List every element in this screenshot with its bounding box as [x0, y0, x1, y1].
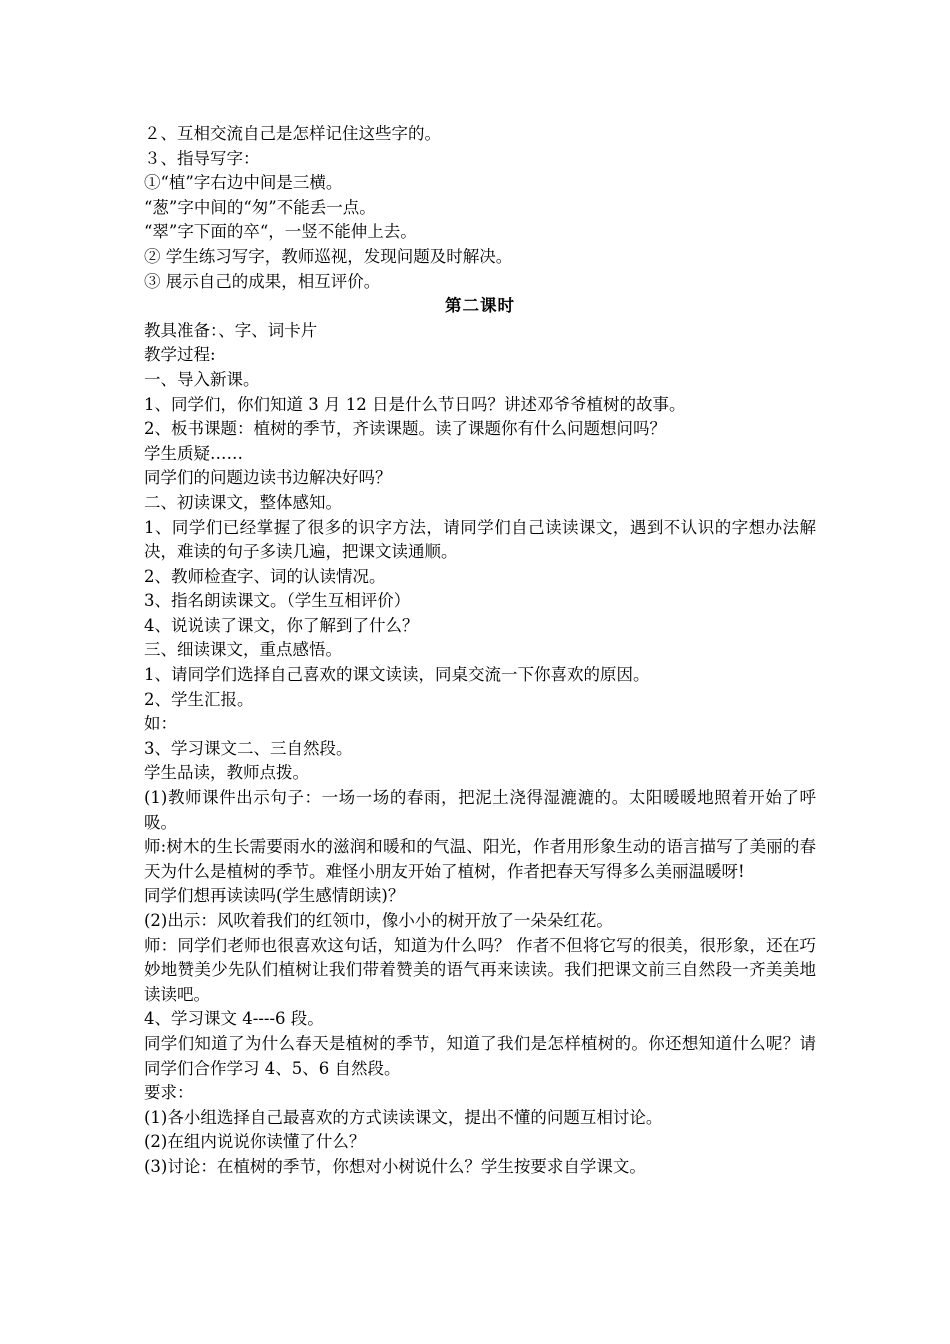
document-content [144, 122, 816, 1180]
body-paragraph: 同学们的问题边读书边解决好吗？ [144, 468, 392, 488]
body-paragraph: 同学们知道了为什么春天是植树的季节，知道了我们是怎样植树的。你还想知道什么呢？请同学们合作学习 4、5、6 自然段。 [144, 1033, 816, 1078]
body-paragraph: 一、导入新课。 [144, 369, 260, 389]
body-paragraph: 1、同学们已经掌握了很多的识字方法，请同学们自己读读课文，遇到不认识的字想办法解决，难读的句子多读几遍，把课文读通顺。 [144, 517, 816, 562]
body-paragraph: 2、学生汇报。 [144, 689, 254, 709]
body-paragraph: 4、学习课文 4----6 段。 [144, 1009, 324, 1029]
intro-line-7: ③ 展示自己的成果，相互评价。 [144, 271, 381, 291]
intro-line-5: “翠”字下面的卒“，一竖不能伸上去。 [144, 222, 417, 242]
body-paragraph: (3)讨论：在植树的季节，你想对小树说什么？学生按要求自学课文。 [144, 1156, 646, 1176]
body-paragraph: 二、初读课文，整体感知。 [144, 492, 342, 512]
body-paragraph: 三、细读课文，重点感悟。 [144, 640, 342, 660]
body-paragraph: 教具准备：、字、词卡片 [144, 320, 318, 340]
body-paragraph: 1、同学们，你们知道 3 月 12 日是什么节日吗？讲述邓爷爷植树的故事。 [144, 394, 686, 414]
intro-line-4: “葱”字中间的“匆”不能丢一点。 [144, 197, 376, 217]
body-paragraph: 4、说说读了课文，你了解到了什么？ [144, 615, 419, 635]
intro-line-3: ①“植”字右边中间是三横。 [144, 173, 343, 193]
body-paragraph: 1、请同学们选择自己喜欢的课文读读，同桌交流一下你喜欢的原因。 [144, 665, 650, 685]
body-paragraph: 师：同学们老师也很喜欢这句话，知道为什么吗？ 作者不但将它写的很美，很形象，还在巧妙地赞美少先队们植树让我们带着赞美的语气再来读读。我们把课文前三自然段一齐美美地读读吧。 [144, 935, 816, 1004]
intro-line-6: ② 学生练习写字，教师巡视，发现问题及时解决。 [144, 246, 513, 266]
body-paragraph: (2)在组内说说你读懂了什么？ [144, 1132, 366, 1152]
body-paragraph: (1)教师课件出示句子：一场一场的春雨，把泥土浇得湿漉漉的。太阳暖暖地照着开始了呼吸。 [144, 788, 816, 832]
body-paragraph: 教学过程: [144, 345, 216, 365]
body-paragraph: 要求： [144, 1083, 194, 1103]
section-heading: 第二课时 [445, 296, 515, 316]
body-paragraph: 2、教师检查字、词的认读情况。 [144, 566, 386, 586]
body-paragraph: 学生品读，教师点拨。 [144, 763, 309, 783]
body-paragraph: 3、指名朗读课文。（学生互相评价） [144, 591, 411, 611]
body-paragraph: 学生质疑…… [144, 443, 243, 463]
intro-line-2: ３、指导写字： [144, 148, 260, 168]
body-paragraph: 3、学习课文二、三自然段。 [144, 738, 353, 758]
intro-line-1: ２、互相交流自己是怎样记住这些字的。 [144, 124, 441, 143]
body-paragraph: 师:树木的生长需要雨水的滋润和暖和的气温、阳光，作者用形象生动的语言描写了美丽的春天为什么是植树的季节。难怪小朋友开始了植树，作者把春天写得多么美丽温暖呀! [144, 837, 816, 881]
body-paragraph: (2)出示：风吹着我们的红领巾，像小小的树开放了一朵朵红花。 [144, 911, 613, 930]
body-paragraph: (1)各小组选择自己最喜欢的方式读读课文，提出不懂的问题互相讨论。 [144, 1107, 663, 1127]
body-paragraph: 同学们想再读读吗(学生感情朗读)？ [144, 886, 405, 906]
body-paragraph: 2、板书课题：植树的季节，齐读课题。读了课题你有什么问题想问吗？ [144, 419, 666, 439]
body-paragraph: 如： [144, 714, 177, 734]
